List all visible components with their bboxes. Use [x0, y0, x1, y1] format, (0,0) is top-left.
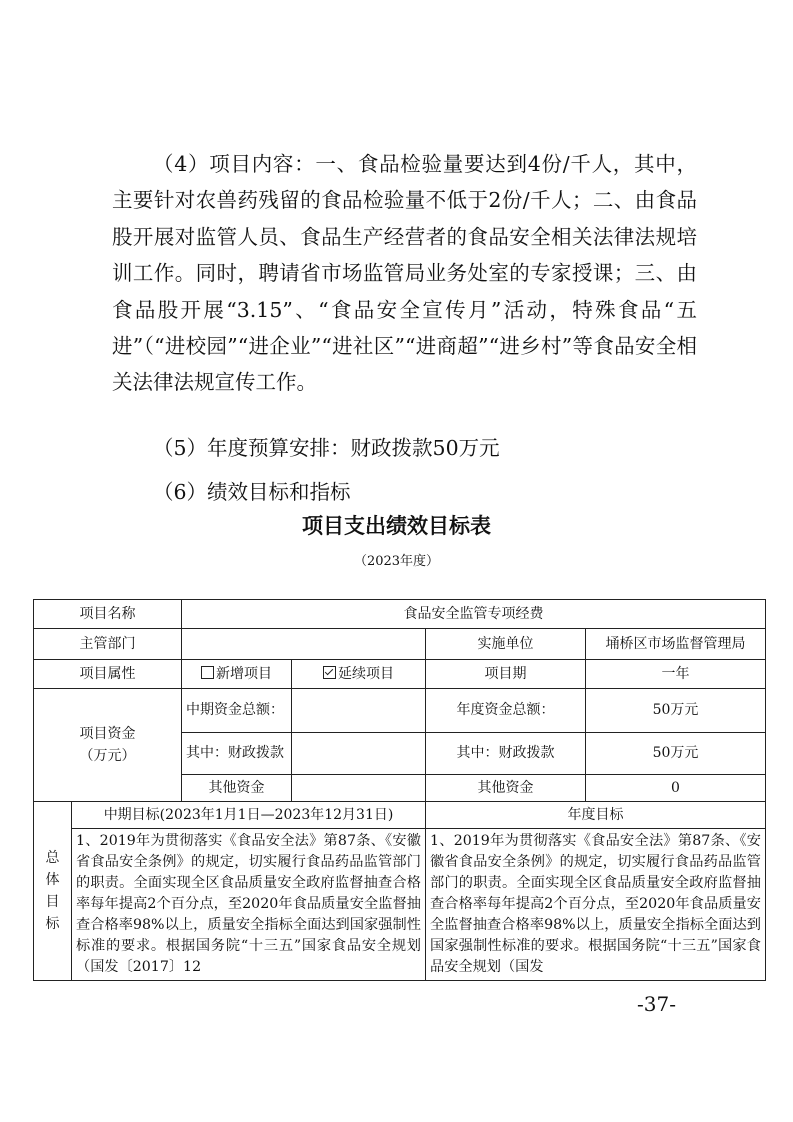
dept-value: [182, 629, 426, 660]
funds-label: 项目资金（万元）: [34, 689, 182, 802]
dept-label: 主管部门: [34, 629, 182, 660]
attr-option-new-label: 新增项目: [216, 665, 272, 682]
annual-other-label: 其他资金: [426, 775, 586, 802]
overall-goal-label: 总体目标: [34, 802, 72, 981]
attr-option-continue-label: 延续项目: [338, 665, 394, 682]
annual-goal-text: 1、2019年为贯彻落实《食品安全法》第87条、《安徽省食品安全条例》的规定，切实履行食品药品监管部门的职责。全面实现全区食品质量安全政府监督抽查合格率每年提高2个百分点，至2020年食品质量安全监督抽查合格率98%以上，质量安全指标全面达到国家强制性标准的要求。根据国务院“十三五”国家食品安全规划（国发: [426, 829, 766, 981]
annual-total-label: 年度资金总额：: [426, 689, 586, 733]
mid-total-value: [292, 689, 426, 733]
annual-total-value: 50万元: [586, 689, 766, 733]
paragraph-project-content: （4）项目内容：一、食品检验量要达到4份/千人，其中，主要针对农兽药残留的食品检验量不低于2份/千人；二、由食品股开展对监管人员、食品生产经营者的食品安全相关法律法规培训工作。同时，聘请省市场监管局业务处室的专家授课；三、由食品股开展“3.15”、“食品安全宣传月”活动，特殊食品“五进”（“进校园”“进企业”“进社区”“进商超”“进乡村”等食品安全相关法律法规宣传工作。: [112, 152, 697, 395]
impl-unit-value: 埇桥区市场监督管理局: [586, 629, 766, 660]
table-row: [34, 629, 766, 660]
impl-unit-label: 实施单位: [426, 629, 586, 660]
attr-option-new: [182, 660, 292, 689]
annual-fiscal-label: 其中：财政拨款: [426, 733, 586, 775]
performance-goal-table: [33, 599, 766, 981]
annual-fiscal-value: 50万元: [586, 733, 766, 775]
attr-option-continue: [292, 660, 426, 689]
annual-goal-header: 年度目标: [426, 802, 766, 829]
table-row: [34, 600, 766, 629]
table-row: [34, 829, 766, 981]
checkbox-checked-icon: [323, 666, 336, 679]
checkbox-new-icon: [201, 666, 214, 679]
table-year: （2023年度）: [353, 554, 440, 569]
project-name-label: 项目名称: [34, 600, 182, 629]
mid-goal-header: 中期目标(2023年1月1日—2023年12月31日): [72, 802, 426, 829]
mid-fiscal-label: 其中：财政拨款: [182, 733, 292, 775]
mid-total-label: 中期资金总额：: [182, 689, 292, 733]
period-value: 一年: [586, 660, 766, 689]
table-title: 项目支出绩效目标表: [302, 514, 491, 538]
table-row: [34, 689, 766, 733]
mid-goal-text: 1、2019年为贯彻落实《食品安全法》第87条、《安徽省食品安全条例》的规定，切实履行食品药品监管部门的职责。全面实现全区食品质量安全政府监督抽查合格率每年提高2个百分点，至2020年食品质量安全监督抽查合格率98%以上，质量安全指标全面达到国家强制性标准的要求。根据国务院“十三五”国家食品安全规划（国发〔2017〕12: [72, 829, 426, 981]
mid-other-value: [292, 775, 426, 802]
paragraph-performance-goals: （6）绩效目标和指标: [153, 480, 351, 504]
page-number: -37-: [637, 992, 676, 1016]
table-row: [34, 660, 766, 689]
mid-other-label: 其他资金: [182, 775, 292, 802]
paragraph-annual-budget: （5）年度预算安排：财政拨款50万元: [153, 436, 500, 460]
table-row: [34, 802, 766, 829]
project-name-value: 食品安全监管专项经费: [182, 600, 766, 629]
attr-label: 项目属性: [34, 660, 182, 689]
period-label: 项目期: [426, 660, 586, 689]
mid-fiscal-value: [292, 733, 426, 775]
annual-other-value: 0: [586, 775, 766, 802]
